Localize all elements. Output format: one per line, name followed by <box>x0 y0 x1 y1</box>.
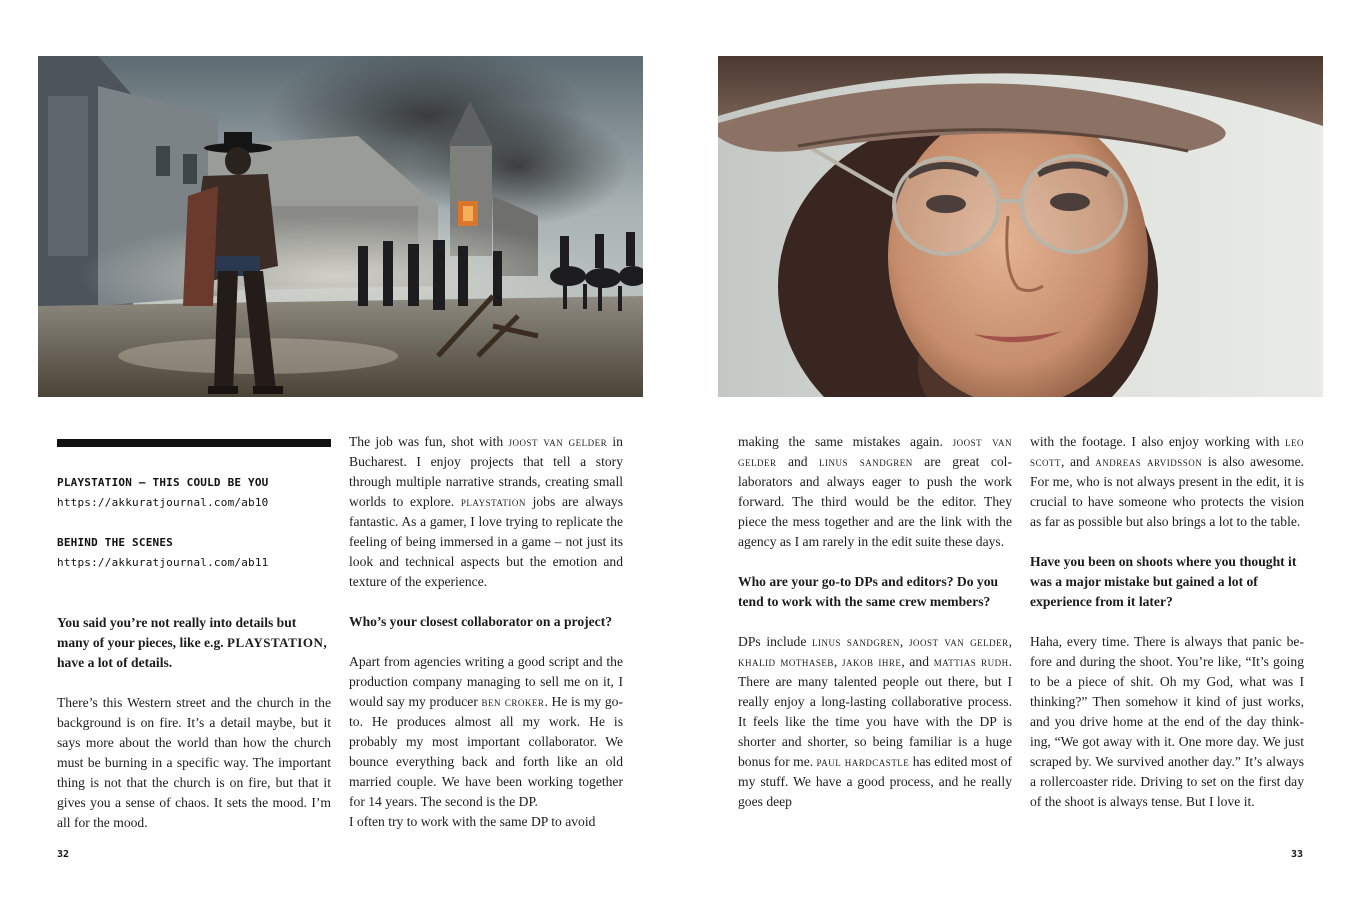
western-street-scene-photo <box>38 56 643 397</box>
link-url-ab11[interactable]: https://akkuratjournal.com/ab11 <box>57 556 269 569</box>
interview-question: Have you been on shoots where you thought it was a major mistake but gained a lot of experience from it later? <box>1030 554 1297 609</box>
link-title-playstation: PLAYSTATION – THIS COULD BE YOU <box>57 476 269 489</box>
interview-answer: Haha, every time. There is always that panic before and during the shoot. You’re like, “It’s going to be a piece of shit. Oh my God, what was I thinking?” Then somehow it kind of just works, and you drive home at the end of the day thinking, “We got away with it. One more day. We just scraped by. We survived another day.” It’s always a rollercoaster ride. Driving to set on the first day of the shoot is always tense. But I love it. <box>1030 634 1304 809</box>
interview-question: Who are your go-to DPs and editors? Do you tend to work with the same crew members? <box>738 574 999 609</box>
text-column-4 <box>1030 432 1304 812</box>
interview-answer: I often try to work with the same DP to avoid <box>349 814 596 829</box>
decorative-rule <box>57 439 331 447</box>
interview-answer: Apart from agencies writing a good script and the production company managing to sell me on it, I would say my producer ben croker. He is my go-to. He produces almost all my work. He is probably my most important collaborator. We bounce everything back and forth like an old married couple. We have been working together for 14 years. The second is the DP. <box>349 654 623 809</box>
interview-question: You said you’re not really into details but many of your pieces, like e.g. PLAYSTATION, have a lot of details. <box>57 615 327 670</box>
woman-in-hat-portrait-photo <box>718 56 1323 397</box>
related-links <box>57 473 337 573</box>
text-column-3 <box>738 432 1012 812</box>
interview-answer: There’s this Western street and the church in the background is on fire. It’s a detail maybe, but it says more about the world than how the church must be burning in a specific way. The important thing is not that the church is on fire, but that it gives you a sense of chaos. It sets the mood. I’m all for the mood. <box>57 695 331 830</box>
page-number-left: 32 <box>57 849 70 860</box>
link-url-ab10[interactable]: https://akkuratjournal.com/ab10 <box>57 496 269 509</box>
text-column-1 <box>57 613 331 833</box>
interview-answer: The job was fun, shot with joost van gelder in Bucharest. I enjoy projects that tell a story through multiple narrative strands, creating small worlds to explore. playstation jobs are always fantastic. As a gamer, I love trying to replicate the feeling of being immersed in a game – not just its look and technical aspects but the emotion and texture of the experience. <box>349 434 624 589</box>
interview-answer: with the footage. I also enjoy working with leo scott, and andreas arvidsson is also awesome. For me, who is not always present in the edit, it is crucial to have someone who protects the vision as far as possible but also brings a lot to the table. <box>1030 434 1304 529</box>
interview-question: Who’s your closest collaborator on a project? <box>349 614 613 629</box>
link-title-behind-the-scenes: BEHIND THE SCENES <box>57 536 173 549</box>
interview-answer: making the same mistakes again. joost van gelder and linus sandgren are great collaborators and always eager to push the work forward. The third would be the editor. They piece the mess together and are the link with the agency as I am rarely in the edit suite these days. <box>738 434 1012 549</box>
page-number-right: 33 <box>1291 849 1304 860</box>
text-column-2 <box>349 432 623 832</box>
interview-answer: DPs include linus sandgren, joost van gelder, khalid mothaseb, jakob ihre, and mattias rudh. There are many talented people out there, but I really enjoy a long-lasting collaborative process. It feels like the time you have with the DP is shorter and shorter, so being familiar is a huge bonus for me. paul hardcastle has edited most of my stuff. We have a good process, and he really goes deep <box>738 634 1013 809</box>
